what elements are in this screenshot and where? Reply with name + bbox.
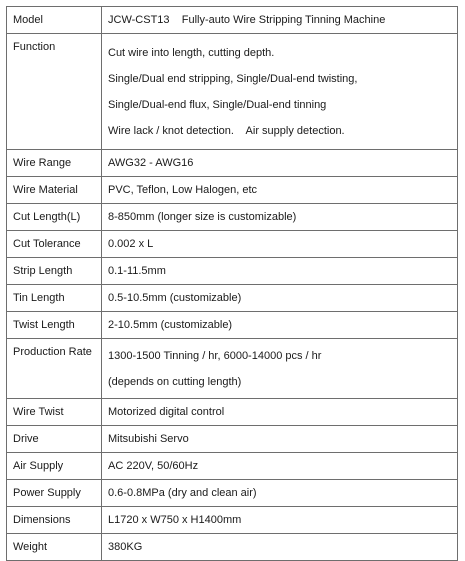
spec-value — [102, 177, 458, 204]
spec-row-power-supply — [7, 480, 458, 507]
spec-row-function — [7, 34, 458, 150]
spec-label: Tin Length — [7, 285, 102, 312]
spec-label: Wire Range — [7, 150, 102, 177]
spec-row-production-rate — [7, 339, 458, 399]
spec-label: Wire Twist — [7, 399, 102, 426]
spec-value — [102, 312, 458, 339]
spec-label: Strip Length — [7, 258, 102, 285]
spec-value-line: Wire lack / knot detection. Air supply detection. — [108, 124, 345, 137]
spec-value — [102, 507, 458, 534]
spec-value — [102, 285, 458, 312]
spec-label: Model — [7, 7, 102, 34]
spec-table-body — [7, 7, 458, 561]
spec-label: Air Supply — [7, 453, 102, 480]
spec-value-line: (depends on cutting length) — [108, 375, 242, 388]
spec-row-air-supply — [7, 453, 458, 480]
spec-value-line: 2-10.5mm (customizable) — [108, 319, 233, 331]
spec-label: Wire Material — [7, 177, 102, 204]
spec-row-cut-length — [7, 204, 458, 231]
spec-label: Dimensions — [7, 507, 102, 534]
spec-value — [102, 453, 458, 480]
spec-row-wire-twist — [7, 399, 458, 426]
spec-label: Cut Length(L) — [7, 204, 102, 231]
spec-label: Twist Length — [7, 312, 102, 339]
spec-label: Production Rate — [7, 339, 102, 399]
spec-label: Cut Tolerance — [7, 231, 102, 258]
spec-row-cut-tolerance — [7, 231, 458, 258]
spec-value-line: Cut wire into length, cutting depth. — [108, 46, 275, 59]
spec-value-line: Motorized digital control — [108, 406, 225, 418]
spec-row-dimensions — [7, 507, 458, 534]
spec-value — [102, 426, 458, 453]
spec-value-line: PVC, Teflon, Low Halogen, etc — [108, 184, 257, 196]
spec-row-wire-range — [7, 150, 458, 177]
spec-value-line: Mitsubishi Servo — [108, 433, 189, 445]
spec-value-line: 8-850mm (longer size is customizable) — [108, 211, 297, 223]
spec-value-line: 0.6-0.8MPa (dry and clean air) — [108, 487, 257, 499]
spec-value — [102, 34, 458, 150]
spec-value — [102, 204, 458, 231]
spec-value — [102, 231, 458, 258]
spec-value-line: 0.5-10.5mm (customizable) — [108, 292, 242, 304]
spec-value-line: AC 220V, 50/60Hz — [108, 460, 199, 472]
spec-value-line: Single/Dual-end flux, Single/Dual-end tinning — [108, 98, 327, 111]
spec-table-container — [6, 6, 458, 561]
spec-label: Weight — [7, 534, 102, 561]
spec-value — [102, 480, 458, 507]
spec-value-line: 0.1-11.5mm — [108, 265, 166, 277]
spec-value — [102, 258, 458, 285]
spec-table — [6, 6, 458, 561]
spec-value — [102, 534, 458, 561]
spec-label: Function — [7, 34, 102, 150]
spec-value — [102, 150, 458, 177]
spec-value-line: AWG32 - AWG16 — [108, 157, 194, 169]
spec-value-line: 380KG — [108, 541, 143, 553]
spec-row-model — [7, 7, 458, 34]
spec-value-line: 1300-1500 Tinning / hr, 6000-14000 pcs / hr — [108, 349, 322, 362]
spec-value-line: 0.002 x L — [108, 238, 154, 250]
spec-row-weight — [7, 534, 458, 561]
spec-value — [102, 339, 458, 399]
spec-row-twist-length — [7, 312, 458, 339]
spec-value-line: L1720 x W750 x H1400mm — [108, 514, 242, 526]
spec-value-line: JCW-CST13 Fully-auto Wire Stripping Tinning Machine — [108, 14, 386, 26]
spec-value-line: Single/Dual end stripping, Single/Dual-end twisting, — [108, 72, 358, 85]
spec-row-wire-material — [7, 177, 458, 204]
spec-value — [102, 7, 458, 34]
spec-label: Drive — [7, 426, 102, 453]
spec-row-strip-length — [7, 258, 458, 285]
spec-value — [102, 399, 458, 426]
spec-label: Power Supply — [7, 480, 102, 507]
spec-row-tin-length — [7, 285, 458, 312]
spec-row-drive — [7, 426, 458, 453]
